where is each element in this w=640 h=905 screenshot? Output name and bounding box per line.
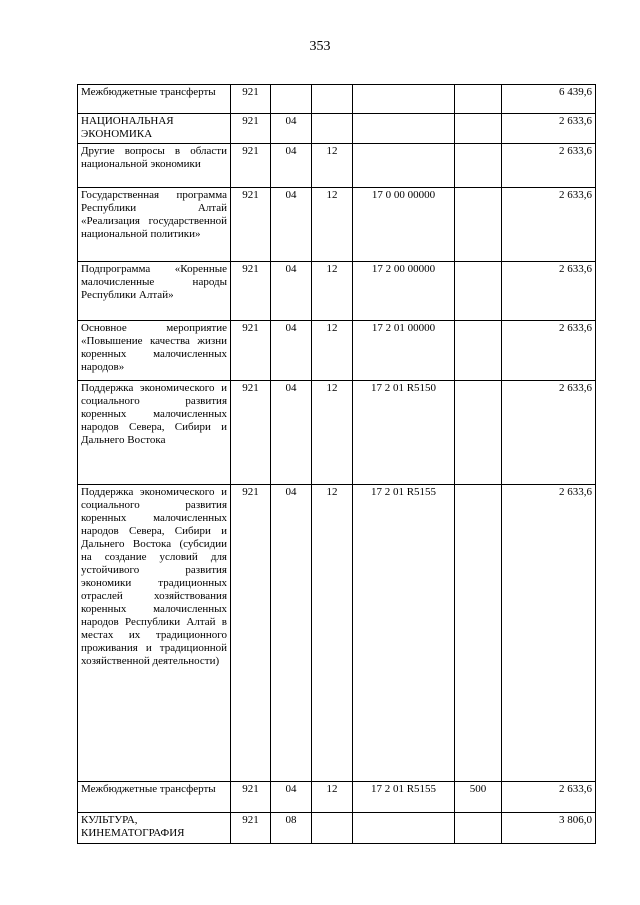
budget-table	[77, 84, 596, 844]
table-row	[78, 114, 596, 144]
page-number: 353	[309, 39, 331, 54]
row-name: Межбюджетные трансферты	[78, 782, 231, 813]
row-rz: 04	[271, 321, 312, 381]
row-pr: 12	[312, 485, 353, 782]
table-row	[78, 85, 596, 114]
row-name: Основное мероприятие «Повышение качества жизни коренных малочисленных народов»	[78, 321, 231, 381]
row-rz: 04	[271, 188, 312, 262]
row-ved: 921	[231, 813, 271, 844]
row-amount: 2 633,6	[502, 262, 596, 321]
row-vr	[455, 114, 502, 144]
row-ved: 921	[231, 188, 271, 262]
row-amount: 2 633,6	[502, 114, 596, 144]
row-pr: 12	[312, 188, 353, 262]
row-amount: 2 633,6	[502, 321, 596, 381]
row-ved: 921	[231, 782, 271, 813]
row-vr	[455, 188, 502, 262]
row-amount: 2 633,6	[502, 144, 596, 188]
row-rz: 04	[271, 782, 312, 813]
row-csr: 17 2 01 R5150	[353, 381, 455, 485]
row-ved: 921	[231, 85, 271, 114]
row-rz: 04	[271, 114, 312, 144]
row-csr: 17 2 01 R5155	[353, 485, 455, 782]
table-row	[78, 813, 596, 844]
table-row	[78, 144, 596, 188]
row-csr	[353, 114, 455, 144]
row-csr	[353, 813, 455, 844]
table-row	[78, 262, 596, 321]
row-vr	[455, 813, 502, 844]
row-ved: 921	[231, 485, 271, 782]
row-name: Поддержка экономического и социального развития коренных малочисленных народов Севера, Сибири и Дальнего Востока (субсидии на создание условий для устойчивого развития экономики традиционных отраслей хозяйствования коренных малочисленных народов Республики Алтай в местах их традиционного проживания и традиционной хозяйственной деятельности)	[78, 485, 231, 782]
row-pr	[312, 813, 353, 844]
row-rz	[271, 85, 312, 114]
table-row	[78, 782, 596, 813]
row-ved: 921	[231, 381, 271, 485]
row-csr: 17 2 01 00000	[353, 321, 455, 381]
row-vr: 500	[455, 782, 502, 813]
row-vr	[455, 321, 502, 381]
row-csr	[353, 85, 455, 114]
row-vr	[455, 485, 502, 782]
row-amount: 6 439,6	[502, 85, 596, 114]
row-csr: 17 0 00 00000	[353, 188, 455, 262]
row-pr: 12	[312, 144, 353, 188]
row-name: Межбюджетные трансферты	[78, 85, 231, 114]
row-name: Государственная программа Республики Алтай «Реализация государственной национальной политики»	[78, 188, 231, 262]
row-vr	[455, 381, 502, 485]
row-name: Подпрограмма «Коренные малочисленные народы Республики Алтай»	[78, 262, 231, 321]
row-rz: 04	[271, 262, 312, 321]
row-pr	[312, 114, 353, 144]
row-rz: 04	[271, 381, 312, 485]
table-row	[78, 485, 596, 782]
row-pr: 12	[312, 321, 353, 381]
row-rz: 04	[271, 144, 312, 188]
row-csr: 17 2 01 R5155	[353, 782, 455, 813]
row-amount: 3 806,0	[502, 813, 596, 844]
table-row	[78, 321, 596, 381]
row-pr: 12	[312, 381, 353, 485]
row-ved: 921	[231, 144, 271, 188]
row-amount: 2 633,6	[502, 381, 596, 485]
row-csr: 17 2 00 00000	[353, 262, 455, 321]
row-pr: 12	[312, 262, 353, 321]
row-csr	[353, 144, 455, 188]
table-row	[78, 381, 596, 485]
row-rz: 08	[271, 813, 312, 844]
row-pr: 12	[312, 782, 353, 813]
row-vr	[455, 262, 502, 321]
row-name: Другие вопросы в области национальной экономики	[78, 144, 231, 188]
table-row	[78, 188, 596, 262]
row-vr	[455, 144, 502, 188]
row-name: НАЦИОНАЛЬНАЯ ЭКОНОМИКА	[78, 114, 231, 144]
row-rz: 04	[271, 485, 312, 782]
row-amount: 2 633,6	[502, 782, 596, 813]
row-pr	[312, 85, 353, 114]
row-ved: 921	[231, 262, 271, 321]
row-amount: 2 633,6	[502, 188, 596, 262]
row-ved: 921	[231, 114, 271, 144]
row-amount: 2 633,6	[502, 485, 596, 782]
row-name: Поддержка экономического и социального развития коренных малочисленных народов Севера, Сибири и Дальнего Востока	[78, 381, 231, 485]
row-vr	[455, 85, 502, 114]
row-ved: 921	[231, 321, 271, 381]
row-name: КУЛЬТУРА, КИНЕМАТОГРАФИЯ	[78, 813, 231, 844]
